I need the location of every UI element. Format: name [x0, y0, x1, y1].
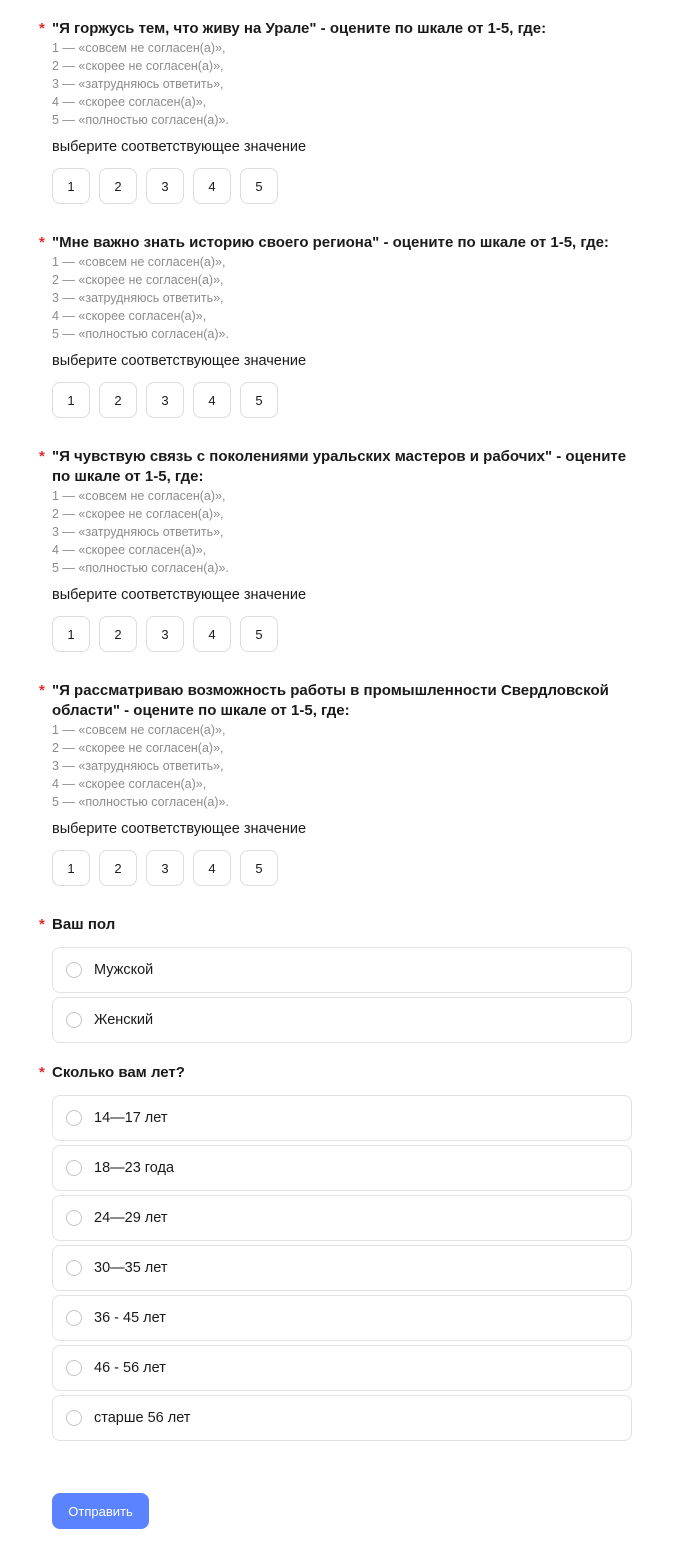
radio-button[interactable] [66, 1012, 82, 1028]
radio-button[interactable] [66, 1310, 82, 1326]
rating-button-5[interactable]: 5 [240, 850, 278, 886]
age-option[interactable] [52, 1095, 632, 1141]
question-2-rating-buttons [52, 382, 278, 418]
gender-option-male[interactable] [52, 947, 632, 993]
radio-button[interactable] [66, 1360, 82, 1376]
question-4-hint: выберите соответствующее значение [52, 821, 307, 837]
rating-button-1[interactable]: 1 [52, 168, 90, 204]
required-asterisk: * [39, 20, 45, 37]
rating-button-5[interactable]: 5 [240, 616, 278, 652]
scale-line: 4 — «скорее согласен(а)», [52, 95, 207, 109]
question-3-title: "Я чувствую связь с поколениями уральских мастеров и рабочих" - оцените по шкале от 1-5, где: [52, 448, 627, 485]
rating-button-5[interactable]: 5 [240, 168, 278, 204]
rating-button-5[interactable]: 5 [240, 382, 278, 418]
rating-button-4[interactable]: 4 [193, 168, 231, 204]
radio-button[interactable] [66, 1210, 82, 1226]
rating-button-2[interactable]: 2 [99, 168, 137, 204]
option-label: Мужской [94, 962, 154, 978]
question-1-title: "Я горжусь тем, что живу на Урале" - оцените по шкале от 1-5, где: [52, 20, 547, 37]
rating-button-4[interactable]: 4 [193, 850, 231, 886]
scale-line: 5 — «полностью согласен(а)». [52, 561, 229, 575]
age-option[interactable] [52, 1395, 632, 1441]
option-label: Женский [94, 1012, 154, 1028]
gender-option-female[interactable] [52, 997, 632, 1043]
rating-button-4[interactable]: 4 [193, 616, 231, 652]
question-2-scale-description [52, 253, 229, 343]
required-asterisk: * [39, 234, 45, 251]
age-option[interactable] [52, 1195, 632, 1241]
option-label: 46 - 56 лет [94, 1360, 166, 1376]
age-option[interactable] [52, 1295, 632, 1341]
submit-button[interactable]: Отправить [52, 1493, 149, 1529]
age-question-title: Сколько вам лет? [52, 1064, 185, 1081]
scale-line: 4 — «скорее согласен(а)», [52, 309, 207, 323]
required-asterisk: * [39, 682, 45, 699]
scale-line: 4 — «скорее согласен(а)», [52, 777, 207, 791]
scale-line: 5 — «полностью согласен(а)». [52, 113, 229, 127]
option-label: старше 56 лет [94, 1410, 191, 1426]
question-1-rating-buttons [52, 168, 278, 204]
rating-button-3[interactable]: 3 [146, 168, 184, 204]
option-label: 24—29 лет [94, 1210, 168, 1226]
gender-question-title: Ваш пол [52, 916, 116, 933]
question-4-scale-description [52, 721, 229, 811]
rating-button-3[interactable]: 3 [146, 616, 184, 652]
option-label: 36 - 45 лет [94, 1310, 166, 1326]
scale-line: 1 — «совсем не согласен(а)», [52, 489, 226, 503]
rating-button-2[interactable]: 2 [99, 616, 137, 652]
question-3-hint: выберите соответствующее значение [52, 587, 307, 603]
option-label: 14—17 лет [94, 1110, 168, 1126]
question-1-scale-description [52, 39, 229, 129]
question-2-title: "Мне важно знать историю своего региона" - оцените по шкале от 1-5, где: [52, 234, 609, 251]
question-3-rating-buttons [52, 616, 278, 652]
question-1-hint: выберите соответствующее значение [52, 139, 307, 155]
rating-button-1[interactable]: 1 [52, 616, 90, 652]
scale-line: 2 — «скорее не согласен(а)», [52, 273, 224, 287]
rating-button-1[interactable]: 1 [52, 382, 90, 418]
rating-button-3[interactable]: 3 [146, 850, 184, 886]
scale-line: 1 — «совсем не согласен(а)», [52, 41, 226, 55]
rating-button-1[interactable]: 1 [52, 850, 90, 886]
radio-button[interactable] [66, 1110, 82, 1126]
question-4-title: "Я рассматриваю возможность работы в промышленности Свердловской области" - оцените по шкале от 1-5, где: [52, 682, 609, 719]
required-asterisk: * [39, 448, 45, 465]
option-label: 30—35 лет [94, 1260, 168, 1276]
scale-line: 3 — «затрудняюсь ответить», [52, 291, 224, 305]
required-asterisk: * [39, 916, 45, 933]
radio-button[interactable] [66, 962, 82, 978]
scale-line: 2 — «скорее не согласен(а)», [52, 507, 224, 521]
scale-line: 4 — «скорее согласен(а)», [52, 543, 207, 557]
scale-line: 2 — «скорее не согласен(а)», [52, 741, 224, 755]
rating-button-2[interactable]: 2 [99, 850, 137, 886]
scale-line: 1 — «совсем не согласен(а)», [52, 723, 226, 737]
scale-line: 5 — «полностью согласен(а)». [52, 795, 229, 809]
age-option[interactable] [52, 1145, 632, 1191]
age-option[interactable] [52, 1345, 632, 1391]
radio-button[interactable] [66, 1410, 82, 1426]
scale-line: 2 — «скорее не согласен(а)», [52, 59, 224, 73]
age-option[interactable] [52, 1245, 632, 1291]
rating-button-3[interactable]: 3 [146, 382, 184, 418]
question-3-scale-description [52, 487, 229, 577]
scale-line: 3 — «затрудняюсь ответить», [52, 77, 224, 91]
question-4-rating-buttons [52, 850, 278, 886]
radio-button[interactable] [66, 1260, 82, 1276]
option-label: 18—23 года [94, 1160, 175, 1176]
scale-line: 5 — «полностью согласен(а)». [52, 327, 229, 341]
question-2-hint: выберите соответствующее значение [52, 353, 307, 369]
rating-button-2[interactable]: 2 [99, 382, 137, 418]
scale-line: 1 — «совсем не согласен(а)», [52, 255, 226, 269]
scale-line: 3 — «затрудняюсь ответить», [52, 759, 224, 773]
required-asterisk: * [39, 1064, 45, 1081]
radio-button[interactable] [66, 1160, 82, 1176]
scale-line: 3 — «затрудняюсь ответить», [52, 525, 224, 539]
rating-button-4[interactable]: 4 [193, 382, 231, 418]
